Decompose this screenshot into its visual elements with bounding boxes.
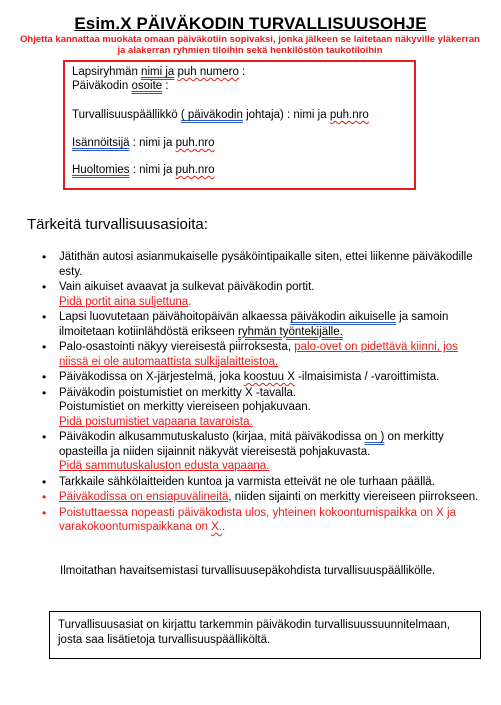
report-instruction: Ilmoitathan havaitsemistasi turvallisuusepäkohdista turvallisuuspäällikölle. <box>60 565 436 577</box>
list-item: • Jätithän autosi asianmukaiselle pysäköintipaikalle siten, ettei liikenne päiväkodille esty. <box>40 250 480 279</box>
list-item: • Palo-osastointi näkyy viereisestä piirroksesta, palo-ovet on pidettävä kiinni, jos niissä ei ole automaattista sulkijalaitteistoa. <box>40 340 480 369</box>
list-item: • Lapsi luovutetaan päivähoitopäivän alkaessa päiväkodin aikuiselle ja samoin ilmoitetaan kotiinlähdöstä erikseen ryhmän työntekijälle. <box>40 310 480 339</box>
safety-list <box>40 250 480 536</box>
instruction-note: Ohjetta kannattaa muokata omaan päiväkotiin sopivaksi, jonka jälkeen se laitetaan näkyville yläkerran ja alakerran ryhmien tiloihin sekä henkilöstön taukotiloihin <box>20 34 480 56</box>
list-item: • Päiväkodin poistumistiet on merkitty X -tavalla. Poistumistiet on merkitty viereiseen pohjakuvaan. Pidä poistumistiet vapaana tavaroista. <box>40 386 480 430</box>
document-title: Esim.X PÄIVÄKODIN TURVALLISUUSOHJE <box>74 14 427 33</box>
section-heading: Tärkeitä turvallisuusasioita: <box>27 216 208 233</box>
contact-address-line: Päiväkodin osoite : <box>72 80 169 92</box>
contact-safety-manager-line: Turvallisuuspäällikkö ( päiväkodin johtaja) : nimi ja puh.nro <box>72 109 369 121</box>
contact-group-line: Lapsiryhmän nimi ja puh numero : <box>72 66 246 78</box>
footer-note-text: Turvallisuusasiat on kirjattu tarkemmin päiväkodin turvallisuussuunnitelmaan, josta saa lisätietoja turvallisuuspäälliköltä. <box>58 619 451 646</box>
list-item: • Päiväkodissa on ensiapuvälineitä, niiden sijainti on merkitty viereiseen piirrokseen. <box>40 490 480 505</box>
list-item: • Päiväkodissa on X-järjestelmä, joka koostuu X -ilmaisimista / -varoittimista. <box>40 370 480 385</box>
list-item: • Poistuttaessa nopeasti päiväkodista ulos, yhteinen kokoontumispaikka on X ja varakokoontumispaikkana on X.. <box>40 506 480 535</box>
footer-note-box <box>49 611 481 659</box>
list-item: • Päiväkodin alkusammutuskalusto (kirjaa, mitä päiväkodissa on ) on merkitty opasteilla ja niiden sijainnit näkyvät viereisestä pohjakuvasta. Pidä sammutuskaluston edusta vapaana. <box>40 430 480 474</box>
list-item: • Vain aikuiset avaavat ja sulkevat päiväkodin portit. Pidä portit aina suljettuna. <box>40 280 480 309</box>
list-item: • Tarkkaile sähkölaitteiden kuntoa ja varmista etteivät ne ole turhaan päällä. <box>40 475 480 490</box>
contact-property-manager-line: Isännöitsijä : nimi ja puh.nro <box>72 137 215 149</box>
contact-maintenance-line: Huoltomies : nimi ja puh.nro <box>72 164 215 176</box>
